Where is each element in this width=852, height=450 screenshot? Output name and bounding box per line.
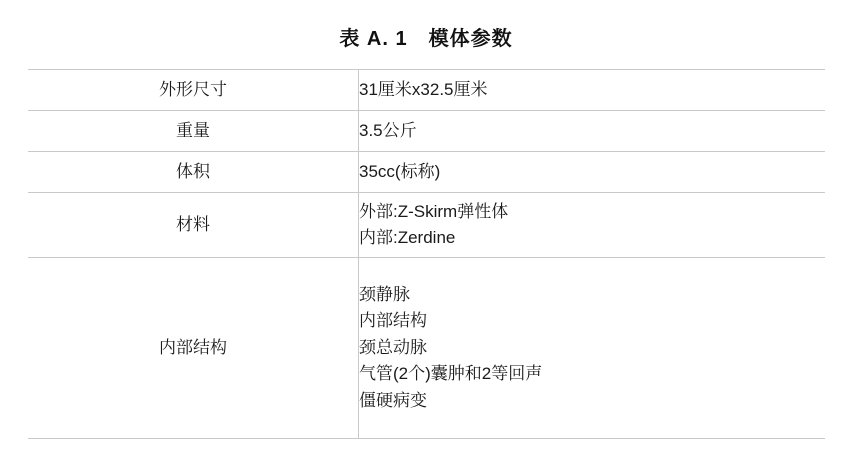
phantom-parameters-table bbox=[28, 69, 825, 439]
value-line: 颈静脉 bbox=[359, 285, 410, 305]
value-line: 僵硬病变 bbox=[359, 390, 427, 410]
row-label: 内部结构 bbox=[28, 258, 359, 439]
table-row bbox=[28, 193, 825, 258]
value-line: 颈总动脉 bbox=[359, 337, 427, 357]
table-row bbox=[28, 258, 825, 439]
value-line: 35cc(标称) bbox=[359, 161, 441, 181]
row-label: 材料 bbox=[28, 193, 359, 258]
row-value bbox=[359, 152, 826, 193]
table-title: 表 A. 1 模体参数 bbox=[339, 28, 513, 50]
row-label: 外形尺寸 bbox=[28, 70, 359, 111]
value-line: 31厘米x32.5厘米 bbox=[359, 79, 488, 99]
value-line: 气管(2个)囊肿和2等回声 bbox=[359, 364, 543, 384]
row-value bbox=[359, 258, 826, 439]
row-value bbox=[359, 111, 826, 152]
row-label: 体积 bbox=[28, 152, 359, 193]
row-value bbox=[359, 70, 826, 111]
value-line: 3.5公斤 bbox=[359, 120, 417, 140]
row-label: 重量 bbox=[28, 111, 359, 152]
row-value bbox=[359, 193, 826, 258]
value-line: 外部:Z-Skirm弹性体 bbox=[359, 201, 509, 221]
table-row bbox=[28, 111, 825, 152]
value-line: 内部:Zerdine bbox=[359, 228, 456, 247]
table-container bbox=[28, 69, 824, 439]
table-row bbox=[28, 70, 825, 111]
value-line: 内部结构 bbox=[359, 311, 427, 331]
table-row bbox=[28, 152, 825, 193]
